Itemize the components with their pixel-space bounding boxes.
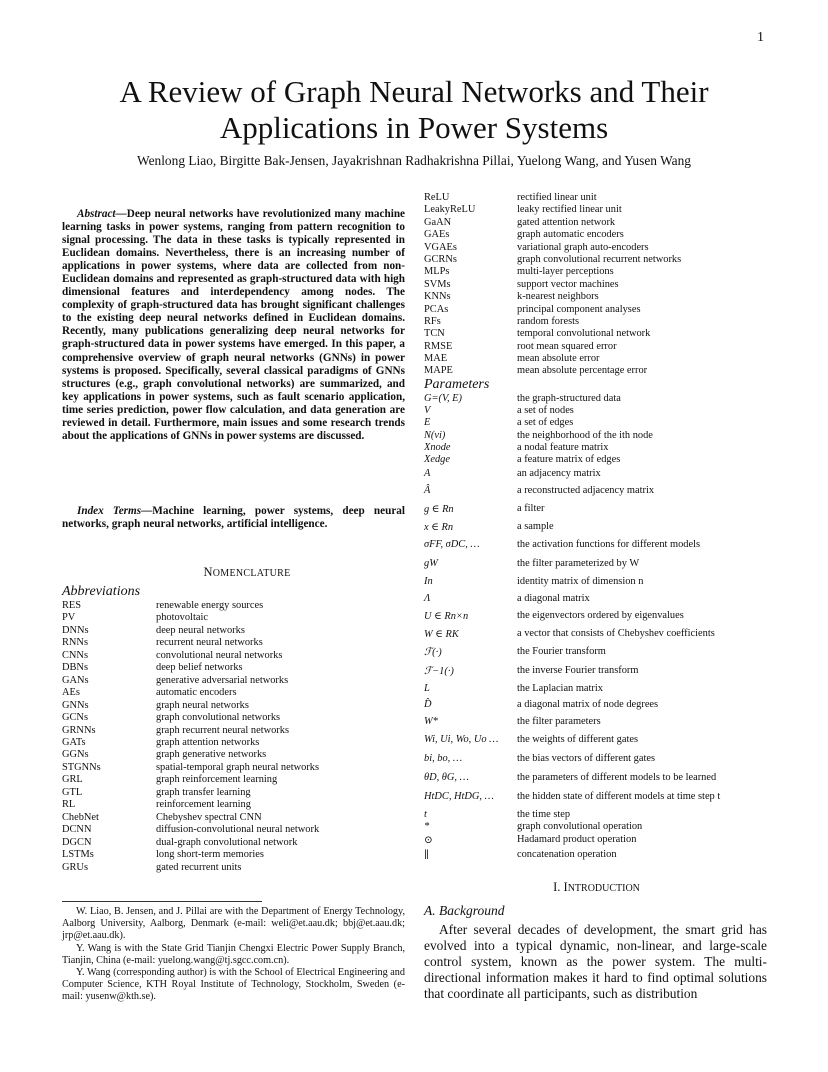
parameter-symbol: N(vi) — [424, 430, 446, 441]
nomenclature-row — [424, 254, 769, 266]
nomenclature-term: AEs — [62, 687, 80, 699]
abstract — [62, 208, 405, 443]
parameter-symbol: σFF, σDC, … — [424, 539, 480, 550]
parameter-definition: a filter — [517, 503, 545, 514]
introduction-paragraph: After several decades of development, the smart grid has evolved into a typical dynamic, non-linear, and large-scale control system, known as the power system. The multi-directional information makes it hard to find optimal solutions that coordinate all participants, such as distribution — [424, 922, 767, 1002]
parameter-definition: a set of nodes — [517, 405, 574, 416]
nomenclature-term: SVMs — [424, 278, 451, 290]
nomenclature-definition: deep belief networks — [156, 662, 243, 674]
nomenclature-term: MAE — [424, 353, 448, 365]
parameter-symbol: W ∈ RK — [424, 629, 459, 640]
author-list: Wenlong Liao, Birgitte Bak-Jensen, Jayakrishnan Radhakrishna Pillai, Yuelong Wang, and Yusen Wang — [137, 153, 691, 168]
parameter-definition: Hadamard product operation — [517, 834, 637, 845]
abstract-text: —Deep neural networks have revolutionized many machine learning tasks in power systems, ranging from pattern recognition to signal processing. The data in these tasks is typically represented in Euclidean domains. Nevertheless, there is an increasing number of applications in power systems, where data are collected from non-Euclidean domains and represented as graph-structured data with high dimensional features and interdependency among nodes. The complexity of graph-structured data has brought significant challenges to the existing deep neural networks defined in Euclidean domains. Recently, many publications generalizing deep neural networks for graph-structured data in power systems have emerged. In this paper, a comprehensive overview of graph neural networks (GNNs) in power systems is proposed. Specifically, several classical paradigms of GNNs structures (e.g., graph convolutional networks) are summarized, and key applications in power systems, such as fault scenario application, time series prediction, power flow calculation, and data generation are reviewed in detail. Furthermore, main issues and some research trends about the applications of GNNs in power systems are discussed. — [62, 208, 405, 442]
parameter-symbol: ℱ(·) — [424, 647, 442, 658]
nomenclature-term: RFs — [424, 315, 441, 327]
parameter-symbol: Λ — [424, 593, 431, 604]
nomenclature-definition: graph transfer learning — [156, 786, 251, 798]
parameter-definition: a diagonal matrix of node degrees — [517, 699, 659, 710]
nomenclature-definition: dual-graph convolutional network — [156, 836, 298, 848]
nomenclature-row — [62, 749, 407, 761]
nomenclature-row — [62, 687, 407, 699]
parameter-definition: the neighborhood of the ith node — [517, 430, 653, 441]
parameter-symbol: D̂ — [424, 699, 432, 710]
nomenclature-term: DGCN — [62, 836, 92, 848]
parameter-symbol: L — [424, 683, 430, 694]
nomenclature-definition: diffusion-convolutional neural network — [156, 824, 320, 836]
nomenclature-term: MLPs — [424, 266, 450, 278]
parameter-symbol: Â — [424, 485, 431, 496]
parameter-symbol: V — [424, 405, 431, 416]
title-line-1: A Review of Graph Neural Networks and Their — [119, 74, 709, 109]
nomenclature-definition: photovoltaic — [156, 612, 208, 624]
nomenclature-row — [424, 341, 769, 353]
nomenclature-definition: support vector machines — [517, 278, 619, 290]
nomenclature-row — [62, 774, 407, 786]
nomenclature-definition: root mean squared error — [517, 340, 617, 352]
parameter-definition: the activation functions for different models — [517, 539, 701, 550]
nomenclature-term: GCRNs — [424, 253, 457, 265]
abbreviations-list-left — [62, 600, 407, 874]
subsection-heading-background: A. Background — [424, 903, 505, 918]
nomenclature-row — [62, 862, 407, 874]
parameter-symbol: θD, θG, … — [424, 772, 469, 783]
parameter-definition: the bias vectors of different gates — [517, 753, 656, 764]
nomenclature-row — [62, 700, 407, 712]
nomenclature-term: LeakyReLU — [424, 204, 476, 216]
parameter-definition: a reconstructed adjacency matrix — [517, 485, 655, 496]
nomenclature-row — [62, 712, 407, 724]
nomenclature-term: GTL — [62, 786, 83, 798]
nomenclature-term: STGNNs — [62, 761, 101, 773]
parameter-symbol: Xnode — [424, 442, 451, 453]
parameter-definition: the filter parameterized by W — [517, 558, 640, 569]
footnote: W. Liao, B. Jensen, and J. Pillai are with the Department of Energy Technology, Aalborg University, Aalborg, Denmark (e-mail: weli@et.aau.dk; bbj@et.aau.dk; jrp@et.aau.dk). — [62, 906, 405, 942]
footnote: Y. Wang (corresponding author) is with the School of Electrical Engineering and Computer Science, KTH Royal Institute of Technology, Stockholm, Sweden (e-mail: yusenw@kth.se). — [62, 967, 405, 1003]
title-line-2: Applications in Power Systems — [219, 110, 609, 145]
nomenclature-definition: rectified linear unit — [517, 192, 597, 203]
nomenclature-term: RES — [62, 600, 82, 611]
nomenclature-definition: graph neural networks — [156, 699, 249, 711]
parameter-definition: the time step — [517, 809, 571, 820]
nomenclature-term: GAEs — [424, 229, 450, 241]
parameters-heading: Parameters — [424, 377, 490, 392]
parameter-symbol: W* — [424, 716, 438, 727]
nomenclature-row — [62, 799, 407, 811]
parameter-definition: the eigenvectors ordered by eigenvalues — [517, 610, 684, 621]
nomenclature-term: LSTMs — [62, 849, 94, 861]
nomenclature-definition: recurrent neural networks — [156, 637, 263, 649]
parameter-symbol: ⊙ — [424, 835, 433, 846]
nomenclature-row — [424, 304, 769, 316]
nomenclature-row — [424, 328, 769, 340]
nomenclature-term: VGAEs — [424, 241, 457, 253]
nomenclature-row — [424, 291, 769, 303]
nomenclature-definition: Chebyshev spectral CNN — [156, 811, 262, 823]
nomenclature-term: PV — [62, 612, 76, 624]
footnote-rule — [62, 901, 262, 902]
page-number: 1 — [757, 30, 764, 45]
parameter-symbol: A — [424, 468, 431, 479]
nomenclature-definition: principal component analyses — [517, 303, 641, 315]
nomenclature-term: DNNs — [62, 624, 89, 636]
nomenclature-term: GGNs — [62, 749, 89, 761]
parameter-symbol: * — [424, 821, 430, 832]
nomenclature-term: RL — [62, 799, 76, 811]
nomenclature-definition: automatic encoders — [156, 687, 237, 699]
nomenclature-row — [62, 625, 407, 637]
nomenclature-row — [424, 192, 769, 204]
nomenclature-definition: k-nearest neighbors — [517, 291, 599, 303]
nomenclature-row — [62, 675, 407, 687]
nomenclature-definition: mean absolute error — [517, 353, 600, 365]
nomenclature-definition: multi-layer perceptions — [517, 266, 614, 278]
nomenclature-term: GRUs — [62, 861, 88, 873]
nomenclature-term: GRL — [62, 774, 83, 786]
index-terms — [62, 505, 405, 531]
section-heading-introduction: I. INTRODUCTION — [553, 880, 640, 894]
parameter-definition: a nodal feature matrix — [517, 442, 609, 453]
nomenclature-row — [424, 279, 769, 291]
nomenclature-row — [424, 229, 769, 241]
nomenclature-definition: mean absolute percentage error — [517, 365, 648, 377]
parameter-definition: graph convolutional operation — [517, 821, 643, 832]
parameter-symbol: ℱ−1(·) — [424, 666, 454, 677]
parameter-symbol: g ∈ Rn — [424, 504, 454, 515]
parameter-definition: a diagonal matrix — [517, 593, 590, 604]
nomenclature-definition: random forests — [517, 315, 580, 327]
nomenclature-row — [62, 737, 407, 749]
parameter-definition: identity matrix of dimension n — [517, 576, 644, 587]
parameter-definition: the graph-structured data — [517, 393, 621, 404]
nomenclature-row — [62, 762, 407, 774]
index-terms-text: —Machine learning, power systems, deep neural networks, graph neural networks, artificial intelligence. — [62, 505, 405, 531]
nomenclature-term: KNNs — [424, 291, 451, 303]
nomenclature-term: TCN — [424, 328, 445, 340]
nomenclature-definition: graph generative networks — [156, 749, 267, 761]
parameter-definition: concatenation operation — [517, 849, 617, 860]
nomenclature-term: ChebNet — [62, 811, 99, 823]
parameter-symbol: ∥ — [424, 850, 429, 861]
parameter-symbol: gW — [424, 558, 438, 569]
nomenclature-definition: graph convolutional recurrent networks — [517, 253, 682, 265]
nomenclature-definition: generative adversarial networks — [156, 674, 289, 686]
paper-title — [0, 74, 828, 146]
parameter-definition: an adjacency matrix — [517, 468, 601, 479]
nomenclature-row — [62, 837, 407, 849]
nomenclature-row — [424, 353, 769, 365]
nomenclature-row — [62, 650, 407, 662]
nomenclature-definition: leaky rectified linear unit — [517, 204, 622, 216]
nomenclature-row — [424, 365, 769, 377]
nomenclature-definition: convolutional neural networks — [156, 649, 283, 661]
parameter-definition: the weights of different gates — [517, 734, 638, 745]
nomenclature-row — [62, 662, 407, 674]
nomenclature-term: GRNNs — [62, 724, 96, 736]
index-terms-label: Index Terms — [77, 505, 142, 517]
parameter-symbol: U ∈ Rn×n — [424, 611, 469, 622]
nomenclature-term: DCNN — [62, 824, 92, 836]
abbreviations-list-right — [424, 192, 769, 378]
nomenclature-term: CNNs — [62, 649, 88, 661]
parameter-definition: a vector that consists of Chebyshev coefficients — [517, 628, 715, 639]
nomenclature-definition: variational graph auto-encoders — [517, 241, 649, 253]
nomenclature-term: GANs — [62, 674, 89, 686]
abstract-label: Abstract — [77, 208, 116, 220]
nomenclature-definition: graph attention networks — [156, 736, 260, 748]
nomenclature-row — [424, 316, 769, 328]
nomenclature-definition: gated attention network — [517, 216, 616, 228]
parameter-symbol: HtDC, HtDG, … — [424, 791, 494, 802]
parameter-definition: a sample — [517, 521, 554, 532]
abbreviations-heading: Abbreviations — [62, 584, 141, 599]
nomenclature-term: PCAs — [424, 303, 449, 315]
nomenclature-row — [62, 612, 407, 624]
parameter-symbol: Xedge — [424, 454, 450, 465]
nomenclature-row — [424, 217, 769, 229]
nomenclature-definition: graph recurrent neural networks — [156, 724, 289, 736]
nomenclature-term: GNNs — [62, 699, 89, 711]
parameter-definition: the inverse Fourier transform — [517, 665, 639, 676]
parameter-symbol: E — [424, 417, 431, 428]
nomenclature-term: GaAN — [424, 216, 452, 228]
parameter-symbol: t — [424, 809, 427, 820]
nomenclature-term: RMSE — [424, 340, 453, 352]
nomenclature-row — [62, 725, 407, 737]
parameter-definition: the Laplacian matrix — [517, 683, 603, 694]
nomenclature-definition: long short-term memories — [156, 849, 264, 861]
parameter-symbol: bi, bo, … — [424, 753, 463, 764]
parameter-definition: the hidden state of different models at time step t — [517, 791, 721, 802]
nomenclature-definition: graph automatic encoders — [517, 229, 624, 241]
nomenclature-row — [62, 812, 407, 824]
nomenclature-term: GCNs — [62, 712, 88, 724]
nomenclature-row — [62, 637, 407, 649]
nomenclature-term: MAPE — [424, 365, 453, 377]
nomenclature-row — [424, 266, 769, 278]
nomenclature-definition: gated recurrent units — [156, 861, 242, 873]
nomenclature-definition: temporal convolutional network — [517, 328, 651, 340]
nomenclature-definition: deep neural networks — [156, 624, 245, 636]
nomenclature-term: ReLU — [424, 192, 450, 203]
parameter-definition: the Fourier transform — [517, 646, 606, 657]
nomenclature-definition: graph reinforcement learning — [156, 774, 278, 786]
nomenclature-definition: spatial-temporal graph neural networks — [156, 761, 320, 773]
parameter-symbol: x ∈ Rn — [424, 522, 454, 533]
nomenclature-definition: graph convolutional networks — [156, 712, 281, 724]
parameter-definition: a set of edges — [517, 417, 574, 428]
nomenclature-row — [62, 787, 407, 799]
nomenclature-row — [62, 849, 407, 861]
nomenclature-term: GATs — [62, 736, 86, 748]
nomenclature-row — [424, 204, 769, 216]
parameter-symbol: In — [424, 576, 433, 587]
nomenclature-definition: reinforcement learning — [156, 799, 251, 811]
parameter-symbol: Wi, Ui, Wo, Uo … — [424, 734, 499, 745]
nomenclature-term: RNNs — [62, 637, 88, 649]
nomenclature-definition: renewable energy sources — [156, 600, 264, 611]
nomenclature-row — [62, 824, 407, 836]
author-footnotes — [62, 906, 405, 1004]
parameter-symbol: G=(V, E) — [424, 393, 462, 404]
nomenclature-heading: NOMENCLATURE — [203, 565, 291, 579]
parameter-definition: the parameters of different models to be learned — [517, 772, 717, 783]
nomenclature-row — [62, 600, 407, 612]
nomenclature-row — [424, 242, 769, 254]
parameter-definition: the filter parameters — [517, 716, 601, 727]
nomenclature-term: DBNs — [62, 662, 88, 674]
parameter-definition: a feature matrix of edges — [517, 454, 621, 465]
footnote: Y. Wang is with the State Grid Tianjin Chengxi Electric Power Supply Branch, Tianjin, China (e-mail: yuelong.wang@tj.sgcc.com.cn). — [62, 942, 405, 966]
